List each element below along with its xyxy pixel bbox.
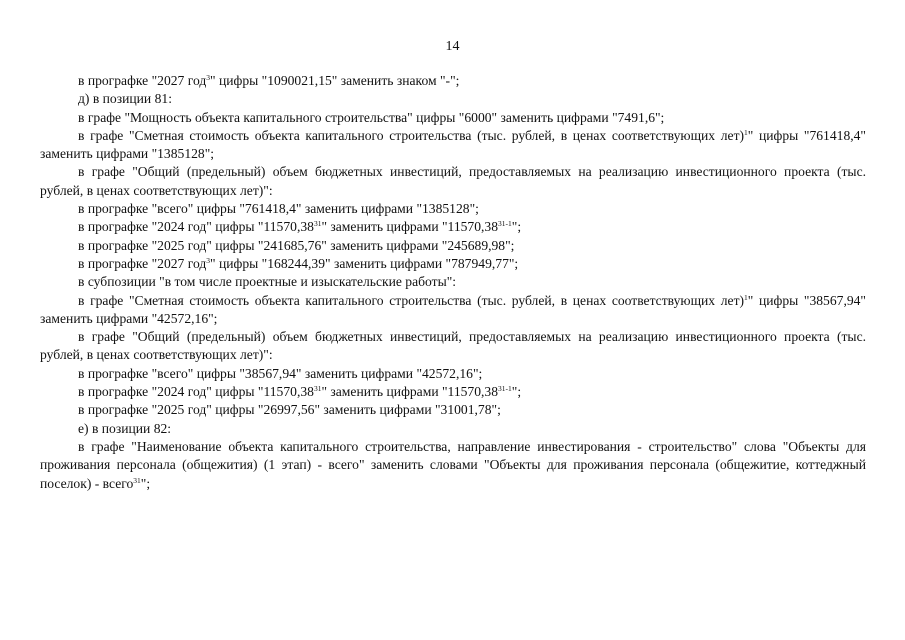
- text-run: " цифры "38567,94" заменить цифрами "42572,16";: [40, 292, 866, 326]
- text-run: " заменить цифрами "11570,38: [321, 384, 499, 400]
- paragraph: [40, 328, 866, 365]
- text-run: " цифры "1090021,15" заменить знаком "-";: [210, 73, 460, 88]
- footnote-ref: 1: [744, 292, 748, 302]
- text-run: в графе "Сметная стоимость объекта капитального строительства (тыс. рублей, в ценах соответствующих лет): [78, 127, 745, 143]
- text-run: в субпозиции "в том числе проектные и изыскательские работы":: [78, 274, 457, 290]
- page-number: 14: [445, 39, 460, 54]
- footnote-ref: 31-1: [498, 384, 512, 394]
- text-run: в прографке "2024 год" цифры "11570,38: [78, 384, 314, 400]
- paragraph: [40, 127, 866, 164]
- text-run: в графе "Общий (предельный) объем бюджетных инвестиций, предоставляемых на реализацию инвестиционного проекта (тыс. рублей, в ценах соответствующих лет)":: [40, 164, 866, 198]
- footnote-ref: 3: [206, 255, 211, 265]
- paragraph: [40, 237, 866, 255]
- paragraph: [40, 365, 866, 383]
- text-run: в прографке "всего" цифры "761418,4" заменить цифрами "1385128";: [78, 201, 479, 217]
- paragraph: [40, 292, 866, 329]
- text-run: в прографке "всего" цифры "38567,94" заменить цифрами "42572,16";: [78, 365, 483, 381]
- paragraph: [40, 255, 866, 273]
- footnote-ref: 31: [133, 475, 141, 485]
- footnote-ref: 3: [206, 73, 211, 82]
- paragraph: [40, 218, 866, 236]
- paragraph: [40, 109, 866, 127]
- text-run: е) в позиции 82:: [78, 420, 172, 436]
- text-run: в прографке "2024 год" цифры "11570,38: [78, 219, 314, 235]
- footnote-ref: 31-1: [498, 219, 512, 229]
- text-run: в графе "Мощность объекта капитального строительства" цифры "6000" заменить цифрами "7491,6";: [78, 109, 665, 125]
- text-run: " цифры "168244,39" заменить цифрами "787949,77";: [210, 255, 519, 271]
- document-body: [40, 72, 866, 493]
- text-run: в прографке "2025 год" цифры "241685,76" заменить цифрами "245689,98";: [78, 237, 515, 253]
- paragraph: [40, 72, 866, 90]
- paragraph: [40, 273, 866, 291]
- text-run: ";: [140, 475, 151, 491]
- text-run: д) в позиции 81:: [78, 91, 172, 107]
- text-run: в прографке "2027 год: [78, 73, 207, 88]
- footnote-ref: 31: [313, 384, 322, 394]
- paragraph: [40, 163, 866, 200]
- footnote-ref: 31: [313, 219, 322, 229]
- text-run: в графе "Наименование объекта капитального строительства, направление инвестирования - строительство" слова "Объекты для проживания персонала (общежития) (1 этап) - всего" заменить словами "Объекты для проживания персонала (общежитие, коттеджный поселок) - всего: [40, 438, 866, 491]
- text-run: ";: [511, 219, 522, 235]
- paragraph: [40, 90, 866, 108]
- text-run: в прографке "2025 год" цифры "26997,56" заменить цифрами "31001,78";: [78, 402, 501, 418]
- paragraph: [40, 438, 866, 493]
- text-run: в прографке "2027 год: [78, 255, 207, 271]
- text-run: " заменить цифрами "11570,38: [321, 219, 499, 235]
- paragraph: [40, 401, 866, 419]
- footnote-ref: 1: [744, 127, 748, 137]
- text-run: в графе "Общий (предельный) объем бюджетных инвестиций, предоставляемых на реализацию инвестиционного проекта (тыс. рублей, в ценах соответствующих лет)":: [40, 329, 866, 363]
- paragraph: [40, 200, 866, 218]
- paragraph: [40, 383, 866, 401]
- paragraph: [40, 420, 866, 438]
- text-run: ";: [511, 384, 522, 400]
- text-run: в графе "Сметная стоимость объекта капитального строительства (тыс. рублей, в ценах соответствующих лет): [78, 292, 745, 308]
- text-run: " цифры "761418,4" заменить цифрами "1385128";: [40, 127, 866, 162]
